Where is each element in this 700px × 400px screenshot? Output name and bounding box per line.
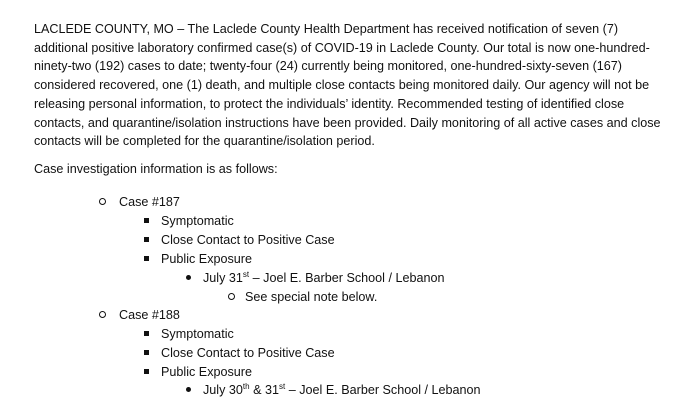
square-bullet-icon [144, 250, 161, 269]
case-187-exposure [186, 269, 444, 288]
date-suffix-second: st [278, 381, 286, 391]
case-title: Case #188 [119, 308, 180, 322]
circle-bullet-icon [228, 288, 245, 307]
case-item: Public Exposure [161, 365, 253, 379]
date-suffix: th [242, 381, 250, 391]
case-item: Close Contact to Positive Case [161, 233, 335, 247]
case-item: Close Contact to Positive Case [161, 346, 335, 360]
case-187-item-3 [144, 250, 252, 269]
document-body [34, 20, 674, 179]
date-suffix: st [242, 269, 250, 279]
case-188-exposure [186, 381, 481, 400]
case-title: Case #187 [119, 195, 180, 209]
case-item: Symptomatic [161, 327, 234, 341]
case-188-header [99, 306, 180, 325]
exposure-location: – Joel E. Barber School / Lebanon [249, 271, 445, 285]
case-188-item-2 [144, 344, 335, 363]
case-188-item-1 [144, 325, 234, 344]
exposure-date: July 31 [203, 271, 243, 285]
disc-bullet-icon [186, 269, 203, 288]
case-187-note [228, 288, 377, 307]
square-bullet-icon [144, 344, 161, 363]
disc-bullet-icon [186, 381, 203, 400]
special-note: See special note below. [245, 290, 378, 304]
case-187-header [99, 193, 180, 212]
exposure-date-second: & 31 [249, 383, 279, 397]
square-bullet-icon [144, 212, 161, 231]
square-bullet-icon [144, 363, 161, 382]
square-bullet-icon [144, 231, 161, 250]
square-bullet-icon [144, 325, 161, 344]
case-187-item-2 [144, 231, 335, 250]
press-release-paragraph: LACLEDE COUNTY, MO – The Laclede County Health Department has received notification of seven (7) additional positive laboratory confirmed case(s) of COVID-19 in Laclede County. Our total is now one-hundred-ninety-two (192) cases to date; twenty-four (24) currently being monitored, one-hundred-sixty-seven (167) considered recovered, one (1) death, and multiple close contacts being monitored daily. Our agency will not be releasing personal information, to protect the individuals’ identity. Recommended testing of identified close contacts, and quarantine/isolation instructions have been provided. Daily monitoring of all active cases and close contacts will be completed for the quarantine/isolation period. [34, 22, 661, 149]
case-info-intro: Case investigation information is as follows: [34, 161, 278, 176]
case-item: Symptomatic [161, 214, 234, 228]
circle-bullet-icon [99, 193, 119, 212]
case-item: Public Exposure [161, 252, 253, 266]
case-187-item-1 [144, 212, 234, 231]
exposure-location: – Joel E. Barber School / Lebanon [285, 383, 481, 397]
exposure-date: July 30 [203, 383, 243, 397]
case-188-item-3 [144, 363, 252, 382]
circle-bullet-icon [99, 306, 119, 325]
